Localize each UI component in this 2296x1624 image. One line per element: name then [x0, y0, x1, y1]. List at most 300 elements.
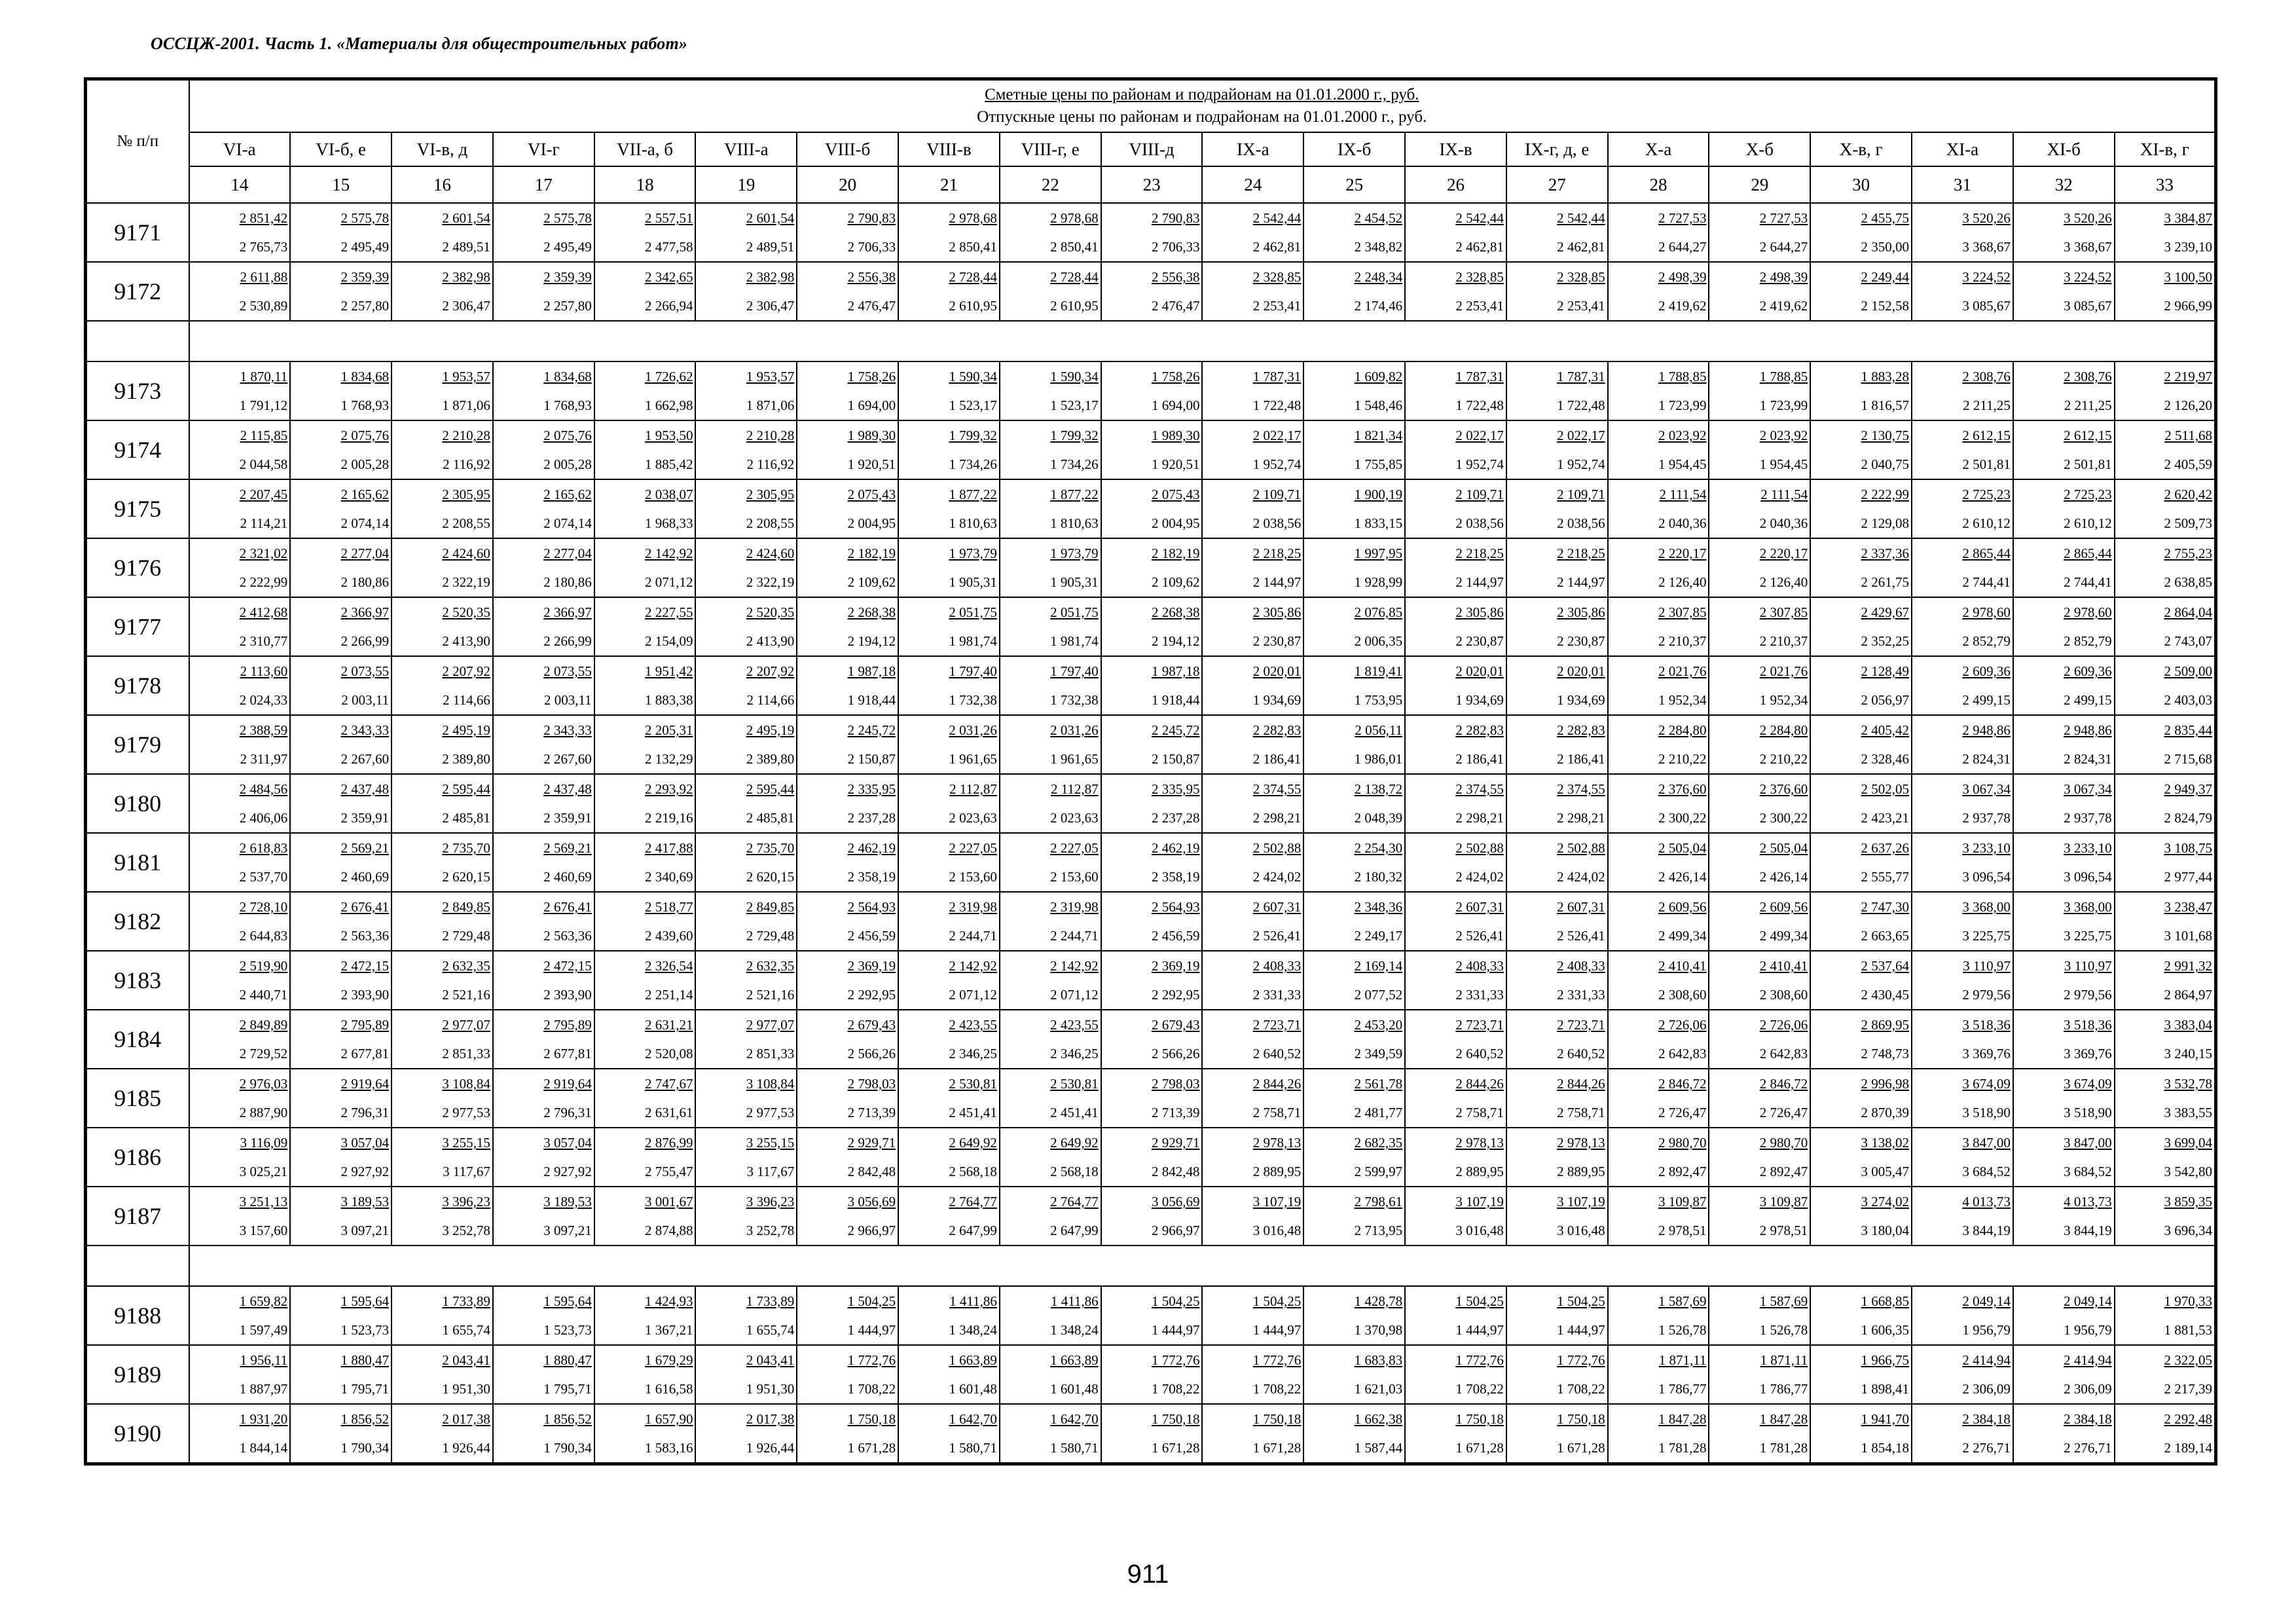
release-price: 2 744,41 [2064, 574, 2112, 590]
price-cell [1405, 1404, 1506, 1464]
release-price: 3 097,21 [543, 1223, 592, 1238]
release-price: 2 267,60 [340, 751, 390, 767]
price-cell [1810, 203, 1912, 262]
estimate-price: 3 108,84 [442, 1076, 490, 1092]
price-cell [797, 1286, 898, 1345]
price-cell [1202, 262, 1303, 321]
estimate-price: 3 233,10 [2064, 840, 2112, 856]
price-cell [290, 833, 392, 892]
release-price: 2 796,31 [340, 1105, 390, 1120]
spacer-cell [189, 1246, 2216, 1286]
price-cell [290, 1345, 392, 1404]
price-cell [392, 715, 493, 774]
estimate-price: 1 834,68 [340, 369, 390, 384]
price-cell [695, 833, 797, 892]
release-price: 1 968,33 [644, 515, 693, 531]
estimate-price: 2 249,44 [1861, 269, 1910, 285]
release-price: 1 601,48 [949, 1381, 997, 1397]
region-header-row [86, 132, 2216, 166]
estimate-price: 2 437,48 [543, 781, 592, 797]
release-price: 2 331,33 [1252, 987, 1302, 1003]
release-price: 1 952,34 [1759, 692, 1808, 708]
release-price: 2 004,95 [1151, 515, 1200, 531]
region-header: VIII-д [1101, 132, 1203, 166]
estimate-price: 2 869,95 [1861, 1017, 1910, 1033]
item-number: 9187 [86, 1187, 189, 1246]
price-cell [1912, 833, 2013, 892]
price-cell [493, 361, 594, 420]
release-price: 2 311,97 [240, 751, 288, 767]
release-price: 2 249,17 [1354, 928, 1403, 944]
price-cell [290, 361, 392, 420]
release-price: 2 306,09 [1962, 1381, 2011, 1397]
price-cell [797, 892, 898, 951]
estimate-price: 2 328,85 [1557, 269, 1605, 285]
release-price: 2 743,07 [2164, 633, 2212, 649]
estimate-price: 2 728,10 [239, 899, 288, 915]
release-price: 2 977,53 [442, 1105, 490, 1120]
estimate-price: 2 978,60 [1962, 604, 2011, 620]
release-price: 2 851,33 [442, 1046, 490, 1061]
price-cell [1608, 656, 1709, 715]
estimate-price: 2 609,36 [1962, 663, 2011, 679]
price-cell [797, 715, 898, 774]
price-cell [2115, 892, 2216, 951]
release-price: 2 706,33 [1151, 239, 1200, 255]
price-cell [1810, 1404, 1912, 1464]
release-price: 3 368,67 [2064, 239, 2112, 255]
release-price: 1 444,97 [1252, 1322, 1302, 1338]
estimate-price: 2 976,03 [239, 1076, 288, 1092]
price-cell [594, 1069, 696, 1128]
region-header: IX-а [1202, 132, 1303, 166]
release-price: 2 153,60 [949, 869, 997, 885]
release-price: 2 889,95 [1455, 1164, 1504, 1179]
release-price: 3 542,80 [2164, 1164, 2212, 1179]
estimate-price: 2 305,86 [1455, 604, 1504, 620]
estimate-price: 2 424,60 [442, 545, 490, 561]
estimate-price: 2 723,71 [1557, 1017, 1605, 1033]
release-price: 2 620,15 [442, 869, 490, 885]
price-cell [1000, 262, 1101, 321]
release-price: 2 359,91 [340, 810, 390, 826]
estimate-price: 2 321,02 [239, 545, 288, 561]
release-price: 2 186,41 [1252, 751, 1302, 767]
price-cell [1101, 1286, 1203, 1345]
table-row [86, 479, 2216, 538]
release-price: 2 306,47 [746, 298, 795, 314]
release-price: 2 403,03 [2164, 692, 2212, 708]
price-cell [1912, 597, 2013, 656]
estimate-price: 2 849,85 [442, 899, 490, 915]
release-price: 2 526,41 [1252, 928, 1302, 944]
price-cell [2115, 420, 2216, 479]
price-cell [2115, 1187, 2216, 1246]
price-cell [1608, 715, 1709, 774]
price-cell [797, 951, 898, 1010]
release-price: 2 610,95 [949, 298, 997, 314]
region-header: VI-б, е [290, 132, 392, 166]
release-price: 2 040,36 [1759, 515, 1808, 531]
price-cell [1101, 1404, 1203, 1464]
estimate-price: 2 518,77 [644, 899, 693, 915]
price-cell [290, 892, 392, 951]
price-cell [1000, 892, 1101, 951]
price-cell [1101, 538, 1203, 597]
release-price: 2 322,19 [746, 574, 795, 590]
estimate-price: 2 112,87 [949, 781, 997, 797]
release-price: 2 300,22 [1759, 810, 1808, 826]
item-number: 9184 [86, 1010, 189, 1069]
price-cell [1405, 262, 1506, 321]
item-number: 9183 [86, 951, 189, 1010]
release-price: 2 180,86 [340, 574, 390, 590]
price-cell [898, 1404, 1000, 1464]
release-price: 1 587,44 [1354, 1440, 1403, 1456]
release-price: 1 926,44 [746, 1440, 795, 1456]
estimate-price: 2 620,42 [2164, 487, 2212, 502]
release-price: 2 126,40 [1759, 574, 1808, 590]
price-cell [1202, 479, 1303, 538]
price-cell [1912, 203, 2013, 262]
item-number: 9190 [86, 1404, 189, 1464]
estimate-price: 3 255,15 [746, 1135, 795, 1151]
price-cell [1506, 1345, 1608, 1404]
price-cell [290, 715, 392, 774]
price-cell [1000, 420, 1101, 479]
estimate-price: 2 472,15 [543, 958, 592, 974]
estimate-price: 2 607,31 [1455, 899, 1504, 915]
price-cell [594, 1010, 696, 1069]
estimate-price: 3 859,35 [2164, 1194, 2212, 1209]
price-cell [1506, 951, 1608, 1010]
release-price: 2 642,83 [1658, 1046, 1707, 1061]
release-price: 2 237,28 [847, 810, 896, 826]
price-cell [189, 1404, 291, 1464]
estimate-price: 2 735,70 [746, 840, 795, 856]
release-price: 2 109,62 [1151, 574, 1200, 590]
release-price: 1 981,74 [1050, 633, 1099, 649]
estimate-price: 2 601,54 [746, 210, 795, 226]
release-price: 1 753,95 [1354, 692, 1403, 708]
release-price: 2 640,52 [1557, 1046, 1605, 1061]
price-cell [898, 715, 1000, 774]
price-cell [695, 1345, 797, 1404]
release-price: 2 566,26 [847, 1046, 896, 1061]
release-price: 2 451,41 [1050, 1105, 1099, 1120]
price-cell [1709, 1404, 1810, 1464]
release-price: 1 956,79 [1962, 1322, 2011, 1338]
release-price: 2 850,41 [1050, 239, 1099, 255]
estimate-price: 2 728,44 [949, 269, 997, 285]
release-price: 3 239,10 [2164, 239, 2212, 255]
estimate-price: 2 319,98 [1050, 899, 1099, 915]
estimate-price: 2 182,19 [1151, 545, 1200, 561]
estimate-price: 1 799,32 [1050, 428, 1099, 443]
price-cell [1709, 833, 1810, 892]
release-price: 2 481,77 [1354, 1105, 1403, 1120]
price-cell [2013, 1404, 2115, 1464]
price-cell [797, 479, 898, 538]
release-price: 2 887,90 [239, 1105, 288, 1120]
estimate-price: 2 022,17 [1557, 428, 1605, 443]
estimate-price: 3 518,36 [2064, 1017, 2112, 1033]
estimate-price: 3 251,13 [239, 1194, 288, 1209]
estimate-price: 1 663,89 [1050, 1352, 1099, 1368]
estimate-price: 2 795,89 [543, 1017, 592, 1033]
estimate-price: 2 020,01 [1557, 663, 1605, 679]
release-price: 1 708,22 [847, 1381, 896, 1397]
release-price: 2 044,58 [239, 456, 288, 472]
estimate-price: 2 727,53 [1658, 210, 1707, 226]
estimate-price: 2 388,59 [239, 722, 288, 738]
price-cell [1608, 203, 1709, 262]
release-price: 1 986,01 [1354, 751, 1403, 767]
release-price: 2 889,95 [1252, 1164, 1302, 1179]
price-cell [1303, 715, 1405, 774]
price-cell [898, 892, 1000, 951]
price-cell [493, 262, 594, 321]
estimate-price: 2 128,49 [1861, 663, 1910, 679]
estimate-price: 2 679,43 [1151, 1017, 1200, 1033]
estimate-price: 2 530,81 [949, 1076, 997, 1092]
estimate-price: 3 109,87 [1759, 1194, 1808, 1209]
estimate-price: 2 851,42 [239, 210, 288, 226]
price-cell [1608, 1345, 1709, 1404]
release-price: 2 424,02 [1455, 869, 1504, 885]
price-cell [1506, 1187, 1608, 1246]
release-price: 1 708,22 [1151, 1381, 1200, 1397]
price-cell [189, 203, 291, 262]
estimate-price: 2 282,83 [1455, 722, 1504, 738]
estimate-price: 2 747,67 [644, 1076, 693, 1092]
estimate-price: 2 637,26 [1861, 840, 1910, 856]
release-price: 1 580,71 [1050, 1440, 1099, 1456]
release-price: 2 499,15 [2064, 692, 2112, 708]
estimate-price: 2 978,13 [1252, 1135, 1302, 1151]
estimate-price: 3 520,26 [2064, 210, 2112, 226]
release-price: 1 671,28 [1557, 1440, 1605, 1456]
table-row [86, 715, 2216, 774]
price-cell [1303, 1404, 1405, 1464]
estimate-price: 2 676,41 [543, 899, 592, 915]
release-price: 2 499,34 [1759, 928, 1808, 944]
release-price: 2 186,41 [1455, 751, 1504, 767]
estimate-price: 2 978,13 [1557, 1135, 1605, 1151]
price-cell [2013, 1069, 2115, 1128]
release-price: 2 509,73 [2164, 515, 2212, 531]
price-cell [2115, 715, 2216, 774]
release-price: 1 444,97 [1455, 1322, 1504, 1338]
release-price: 2 978,51 [1658, 1223, 1707, 1238]
release-price: 2 521,16 [442, 987, 490, 1003]
release-price: 2 071,12 [644, 574, 693, 590]
item-number: 9171 [86, 203, 189, 262]
price-cell [898, 597, 1000, 656]
release-price: 2 485,81 [442, 810, 490, 826]
release-price: 2 644,27 [1759, 239, 1808, 255]
release-price: 1 580,71 [949, 1440, 997, 1456]
estimate-price: 2 207,45 [239, 487, 288, 502]
estimate-price: 2 727,53 [1759, 210, 1808, 226]
estimate-price: 2 455,75 [1861, 210, 1910, 226]
estimate-price: 2 335,95 [847, 781, 896, 797]
release-price: 1 781,28 [1759, 1440, 1808, 1456]
estimate-price: 3 189,53 [340, 1194, 390, 1209]
price-cell [1709, 951, 1810, 1010]
estimate-price: 2 844,26 [1252, 1076, 1302, 1092]
column-number: 32 [2013, 166, 2115, 203]
estimate-price: 1 871,11 [1760, 1352, 1808, 1368]
estimate-price: 2 022,17 [1455, 428, 1504, 443]
price-cell [1405, 1187, 1506, 1246]
estimate-price: 2 305,95 [746, 487, 795, 502]
price-cell [2115, 1010, 2216, 1069]
estimate-price: 2 423,55 [1050, 1017, 1099, 1033]
price-cell [1000, 1069, 1101, 1128]
region-header: VII-а, б [594, 132, 696, 166]
price-cell [695, 1404, 797, 1464]
price-cell [2115, 833, 2216, 892]
estimate-price: 1 997,95 [1354, 545, 1403, 561]
price-cell [1608, 1010, 1709, 1069]
estimate-price: 2 978,60 [2064, 604, 2112, 620]
price-cell [2013, 597, 2115, 656]
price-cell [1405, 538, 1506, 597]
release-price: 1 723,99 [1658, 397, 1707, 413]
estimate-price: 2 790,83 [847, 210, 896, 226]
estimate-price: 2 414,94 [2064, 1352, 2112, 1368]
price-cell [1000, 1010, 1101, 1069]
price-cell [392, 1128, 493, 1187]
item-number: 9186 [86, 1128, 189, 1187]
estimate-price: 2 764,77 [1050, 1194, 1099, 1209]
release-price: 2 210,22 [1759, 751, 1808, 767]
estimate-price: 2 612,15 [2064, 428, 2112, 443]
release-price: 2 460,69 [543, 869, 592, 885]
price-cell [1303, 597, 1405, 656]
release-price: 1 816,57 [1861, 397, 1910, 413]
release-price: 3 097,21 [340, 1223, 390, 1238]
release-price: 3 016,48 [1252, 1223, 1302, 1238]
estimate-price: 2 790,83 [1151, 210, 1200, 226]
price-cell [695, 774, 797, 833]
estimate-price: 1 941,70 [1861, 1411, 1910, 1427]
estimate-price: 2 609,36 [2064, 663, 2112, 679]
price-cell [290, 262, 392, 321]
price-cell [797, 420, 898, 479]
spacer-row [86, 1246, 2216, 1286]
price-cell [392, 1286, 493, 1345]
price-cell [1506, 1286, 1608, 1345]
release-price: 1 671,28 [1252, 1440, 1302, 1456]
estimate-price: 2 472,15 [340, 958, 390, 974]
estimate-price: 1 733,89 [442, 1293, 490, 1309]
price-cell [695, 203, 797, 262]
release-price: 2 892,47 [1658, 1164, 1707, 1179]
release-price: 2 610,12 [1962, 515, 2011, 531]
price-cell [1202, 1010, 1303, 1069]
estimate-price: 2 977,07 [746, 1017, 795, 1033]
estimate-price: 2 631,21 [644, 1017, 693, 1033]
release-price: 2 257,80 [543, 298, 592, 314]
item-number: 9172 [86, 262, 189, 321]
price-cell [2115, 361, 2216, 420]
release-price: 2 530,89 [239, 298, 288, 314]
release-price: 3 005,47 [1861, 1164, 1910, 1179]
column-number: 29 [1709, 166, 1810, 203]
estimate-price: 2 384,18 [2064, 1411, 2112, 1427]
price-cell [2013, 1010, 2115, 1069]
estimate-price: 2 725,23 [2064, 487, 2112, 502]
release-price: 2 729,52 [239, 1046, 288, 1061]
estimate-price: 2 417,88 [644, 840, 693, 856]
estimate-price: 1 758,26 [1151, 369, 1200, 384]
price-cell [1506, 361, 1608, 420]
release-price: 1 981,74 [949, 633, 997, 649]
price-cell [1810, 1128, 1912, 1187]
estimate-price: 2 996,98 [1861, 1076, 1910, 1092]
release-price: 3 157,60 [239, 1223, 288, 1238]
item-number: 9175 [86, 479, 189, 538]
estimate-price: 1 799,32 [949, 428, 997, 443]
release-price: 2 005,28 [543, 456, 592, 472]
region-header: IX-г, д, е [1506, 132, 1608, 166]
price-cell [1405, 1345, 1506, 1404]
price-cell [189, 479, 291, 538]
release-price: 2 292,95 [1151, 987, 1200, 1003]
release-price: 2 126,20 [2164, 397, 2212, 413]
region-header: X-а [1608, 132, 1709, 166]
column-number: 27 [1506, 166, 1608, 203]
release-price: 2 424,02 [1557, 869, 1605, 885]
estimate-price: 3 057,04 [340, 1135, 390, 1151]
estimate-price: 1 787,31 [1455, 369, 1504, 384]
estimate-price: 1 504,25 [847, 1293, 896, 1309]
price-cell [1709, 1286, 1810, 1345]
column-number: 25 [1303, 166, 1405, 203]
price-cell [695, 479, 797, 538]
release-price: 3 518,90 [1962, 1105, 2011, 1120]
release-price: 1 918,44 [1151, 692, 1200, 708]
estimate-price: 1 953,50 [644, 428, 693, 443]
release-price: 2 180,32 [1354, 869, 1403, 885]
release-price: 2 566,26 [1151, 1046, 1200, 1061]
release-price: 1 523,17 [949, 397, 997, 413]
estimate-price: 2 612,15 [1962, 428, 2011, 443]
release-price: 2 266,94 [644, 298, 693, 314]
price-cell [1709, 774, 1810, 833]
estimate-price: 2 405,42 [1861, 722, 1910, 738]
price-cell [1608, 597, 1709, 656]
price-cell [290, 479, 392, 538]
price-cell [797, 774, 898, 833]
release-price: 1 755,85 [1354, 456, 1403, 472]
estimate-price: 2 112,87 [1050, 781, 1099, 797]
price-cell [189, 892, 291, 951]
estimate-price: 3 107,19 [1455, 1194, 1504, 1209]
price-cell [493, 1128, 594, 1187]
price-cell [1101, 951, 1203, 1010]
estimate-price: 2 575,78 [543, 210, 592, 226]
price-cell [189, 715, 291, 774]
price-cell [1506, 1010, 1608, 1069]
estimate-price: 2 382,98 [746, 269, 795, 285]
release-price: 1 768,93 [543, 397, 592, 413]
price-cell [1000, 479, 1101, 538]
estimate-price: 2 849,89 [239, 1017, 288, 1033]
price-cell [594, 656, 696, 715]
